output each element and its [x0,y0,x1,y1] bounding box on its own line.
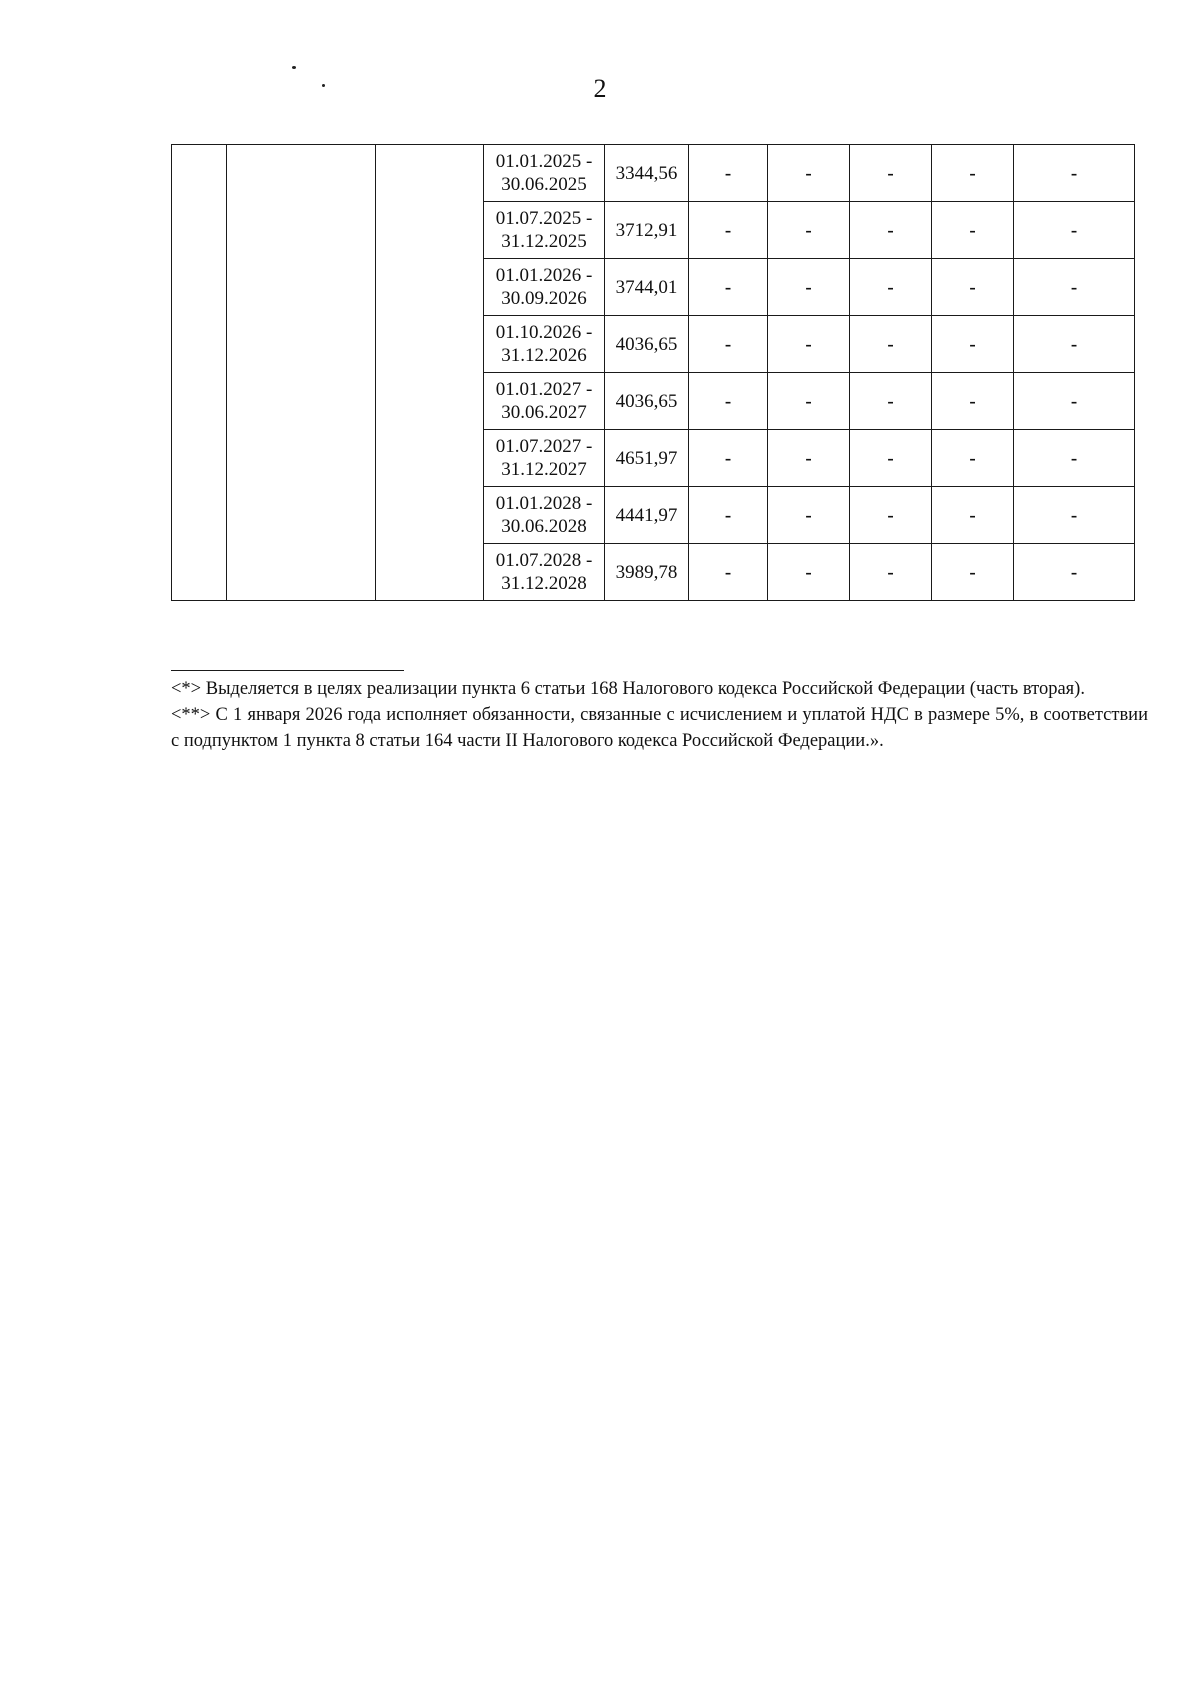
dash-cell: - [850,544,932,601]
dash-cell: - [1014,487,1135,544]
dash-cell: - [932,373,1014,430]
dash-cell: - [768,316,850,373]
dash-cell: - [1014,259,1135,316]
dash-cell: - [768,259,850,316]
merged-cell-name [227,145,376,601]
dash-cell: - [1014,145,1135,202]
merged-cell-type [376,145,484,601]
period-cell: 01.10.2026 - 31.12.2026 [484,316,605,373]
dash-cell: - [850,373,932,430]
dash-cell: - [932,430,1014,487]
value-cell: 4441,97 [605,487,689,544]
value-cell: 3744,01 [605,259,689,316]
period-cell: 01.07.2027 - 31.12.2027 [484,430,605,487]
dash-cell: - [932,145,1014,202]
dash-cell: - [850,316,932,373]
dash-cell: - [932,316,1014,373]
dash-cell: - [850,430,932,487]
dash-cell: - [689,544,768,601]
dash-cell: - [1014,373,1135,430]
value-cell: 3989,78 [605,544,689,601]
footnote-2: <**> С 1 января 2026 года исполняет обязанности, связанные с исчислением и уплатой НДС в размере 5%, в соответствии с подпунктом 1 пункта 8 статьи 164 части II Налогового кодекса Российской Федерации.». [171,705,1148,751]
dash-cell: - [1014,430,1135,487]
dash-cell: - [932,487,1014,544]
period-cell: 01.07.2028 - 31.12.2028 [484,544,605,601]
dash-cell: - [768,544,850,601]
dash-cell: - [689,430,768,487]
period-cell: 01.07.2025 - 31.12.2025 [484,202,605,259]
merged-cell-number [172,145,227,601]
dash-cell: - [768,202,850,259]
dash-cell: - [768,430,850,487]
value-cell: 4036,65 [605,373,689,430]
dash-cell: - [768,487,850,544]
page-number: 2 [593,74,607,103]
value-cell: 4036,65 [605,316,689,373]
footnotes [171,676,1148,754]
dash-cell: - [932,202,1014,259]
period-cell: 01.01.2026 - 30.09.2026 [484,259,605,316]
value-cell: 4651,97 [605,430,689,487]
table-body [172,145,1135,601]
dash-cell: - [1014,202,1135,259]
dash-cell: - [850,202,932,259]
footnote-1: <*> Выделяется в целях реализации пункта 6 статьи 168 Налогового кодекса Российской Федерации (часть вторая). [171,679,1085,699]
period-cell: 01.01.2027 - 30.06.2027 [484,373,605,430]
dash-cell: - [932,544,1014,601]
dash-cell: - [689,202,768,259]
dash-cell: - [768,145,850,202]
dash-cell: - [689,316,768,373]
tariff-table [171,144,1135,601]
scan-speck [292,66,296,69]
footnote-separator [171,670,404,671]
dash-cell: - [768,373,850,430]
dash-cell: - [689,259,768,316]
dash-cell: - [1014,316,1135,373]
value-cell: 3712,91 [605,202,689,259]
dash-cell: - [850,259,932,316]
dash-cell: - [1014,544,1135,601]
table-row [172,145,1135,202]
value-cell: 3344,56 [605,145,689,202]
dash-cell: - [689,487,768,544]
period-cell: 01.01.2025 - 30.06.2025 [484,145,605,202]
period-cell: 01.01.2028 - 30.06.2028 [484,487,605,544]
dash-cell: - [850,487,932,544]
dash-cell: - [689,145,768,202]
dash-cell: - [850,145,932,202]
dash-cell: - [932,259,1014,316]
dash-cell: - [689,373,768,430]
